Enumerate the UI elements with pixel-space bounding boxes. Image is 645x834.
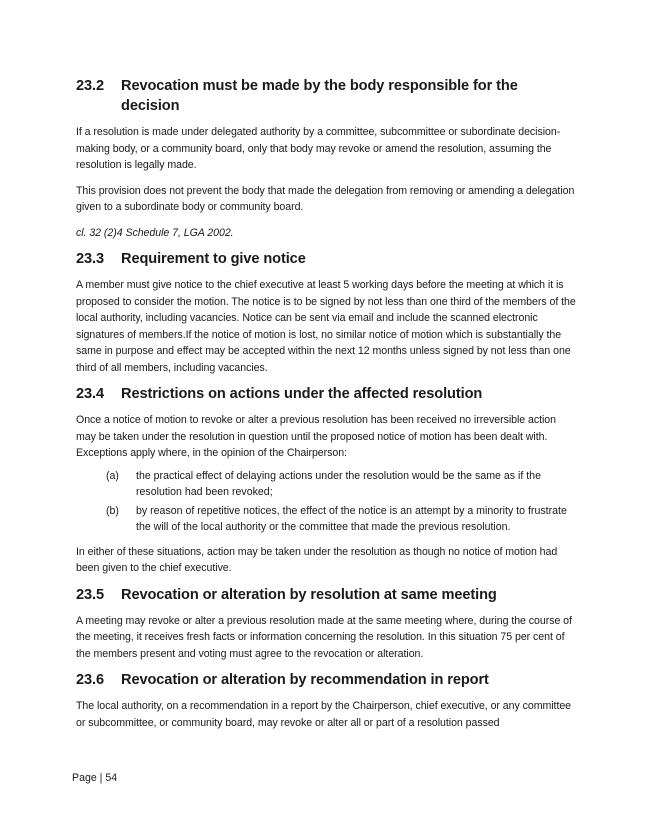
section-number: 23.6	[76, 672, 105, 688]
list-item	[76, 503, 576, 536]
section-title: Requirement to give notice	[121, 251, 306, 267]
section-heading-23-3	[76, 249, 576, 269]
section-title: Revocation must be made by the body responsible for the decision	[121, 78, 518, 114]
page-number-footer: Page | 54	[72, 772, 118, 784]
section-heading-23-5	[76, 585, 576, 605]
section-number: 23.3	[76, 251, 105, 267]
list-item-text: the practical effect of delaying actions under the resolution would be the same as if the resolution had been revoked;	[136, 469, 541, 498]
section-number: 23.4	[76, 386, 105, 402]
paragraph: In either of these situations, action may be taken under the resolution as though no notice of motion had been given to the chief executive.	[76, 545, 558, 574]
section-title: Revocation or alteration by recommendation in report	[121, 672, 489, 688]
paragraph: The local authority, on a recommendation in a report by the Chairperson, chief executive, or any committee or subcommittee, or community board, may revoke or alter all or part of a resolution passed	[76, 700, 572, 729]
section-heading-23-2	[76, 76, 576, 116]
section-title: Restrictions on actions under the affected resolution	[121, 386, 483, 402]
list-item-label: (b)	[106, 504, 119, 517]
page-content	[76, 76, 576, 731]
section-number: 23.2	[76, 78, 105, 94]
paragraph: This provision does not prevent the body that made the delegation from removing or amending a delegation given to a subordinate body or community board.	[76, 184, 575, 213]
list-item-text: by reason of repetitive notices, the effect of the notice is an attempt by a minority to frustrate the will of the local authority or the committee that made the previous resolution.	[136, 504, 567, 533]
exceptions-list	[76, 468, 576, 536]
section-heading-23-4	[76, 384, 576, 404]
paragraph: If a resolution is made under delegated authority by a committee, subcommittee or subordinate decision-making body, or a community board, only that body may revoke or amend the resolution, assuming the resolution is legally made.	[76, 126, 561, 171]
list-item-label: (a)	[106, 469, 119, 482]
list-item	[76, 468, 576, 501]
section-title: Revocation or alteration by resolution at same meeting	[121, 586, 497, 603]
section-number: 23.5	[76, 586, 105, 603]
citation: cl. 32 (2)4 Schedule 7, LGA 2002.	[76, 226, 234, 239]
paragraph: A meeting may revoke or alter a previous resolution made at the same meeting where, during the course of the meeting, it receives fresh facts or information concerning the resolution. In this situation 75 per cent of the members present and voting must agree to the revocation or alteration.	[76, 614, 572, 660]
paragraph: A member must give notice to the chief executive at least 5 working days before the meeting at which it is proposed to consider the motion. The notice is to be signed by not less than one third of the members of the local authority, including vacancies. Notice can be sent via email and include the scanned electronic signatures of members.If the notice of motion is lost, no similar notice of motion which is substantially the same in purpose and effect may be accepted within the next 12 months unless signed by not less than one third of all members, including vacancies.	[76, 279, 576, 374]
paragraph: Once a notice of motion to revoke or alter a previous resolution has been received no irreversible action may be taken under the resolution in question until the proposed notice of motion has been dealt with. Exceptions apply where, in the opinion of the Chairperson:	[76, 414, 556, 459]
section-heading-23-6	[76, 670, 576, 690]
